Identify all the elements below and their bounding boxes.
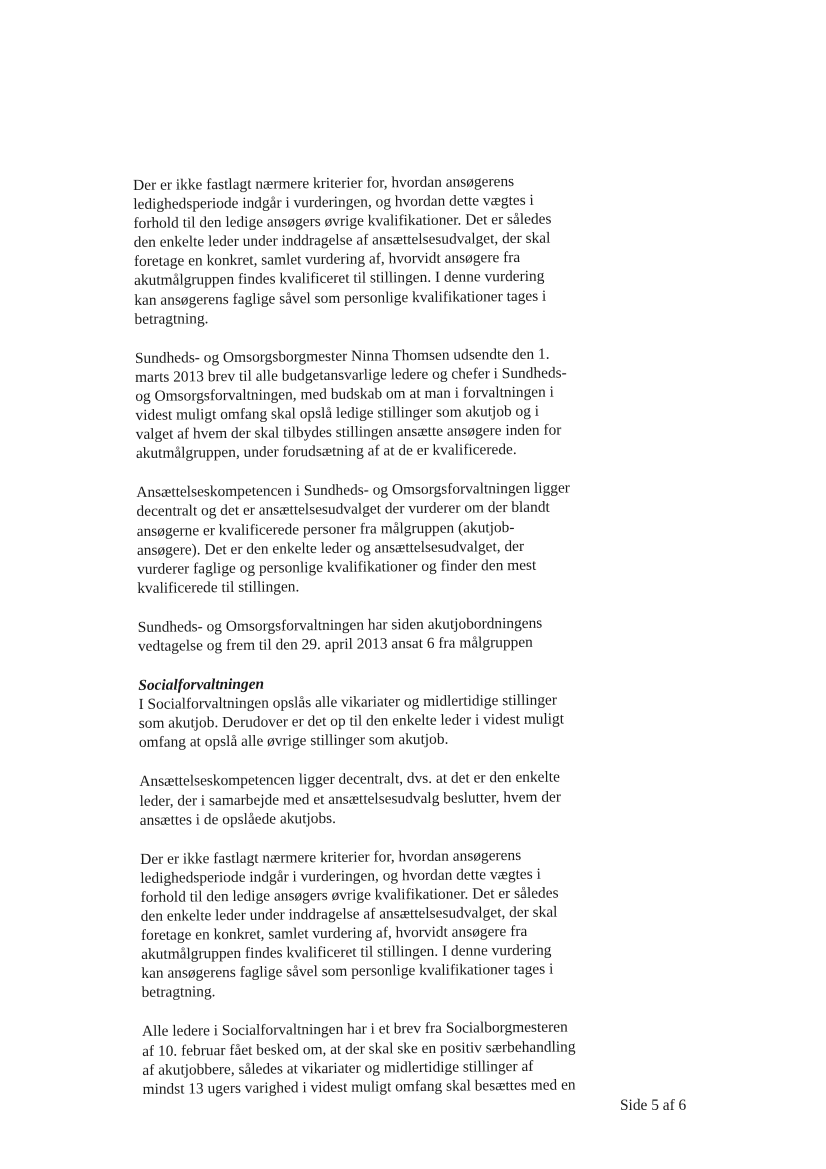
text-line: den enkelte leder under inddragelse af ansættelsesudvalget, der skal bbox=[140, 903, 558, 925]
paragraph bbox=[133, 171, 597, 329]
text-line: valget af hvem der skal tilbydes stillingen ansætte ansøgere inden for bbox=[135, 421, 562, 444]
text-line: Ansættelseskompetencen ligger decentralt, dvs. at det er den enkelte bbox=[139, 769, 560, 791]
text-line: Der er ikke fastlagt nærmere kriterier for, hvordan ansøgerens bbox=[140, 846, 522, 868]
text-line: ledighedsperiode indgår i vurderingen, og hvordan dette vægtes i bbox=[133, 191, 534, 214]
text-line: af akutjobbere, således at vikariater og midlertidige stillinger af bbox=[142, 1057, 534, 1079]
text-line: mindst 13 ugers varighed i videst muligt omfang skal besættes med en bbox=[142, 1076, 576, 1098]
paragraph bbox=[142, 1018, 605, 1099]
text-line: decentralt og det er ansættelsesudvalget der vurderer om der blandt bbox=[136, 499, 550, 521]
text-line: betragtning. bbox=[141, 983, 216, 1002]
paragraph-group-bottom bbox=[138, 690, 604, 1099]
text-line: ansøgere). Det er den enkelte leder og ansættelsesudvalget, der bbox=[136, 537, 525, 559]
paragraph bbox=[139, 768, 602, 830]
text-line: vurderer faglige og personlige kvalifikationer og finder den mest bbox=[137, 556, 537, 578]
text-line: akutmålgruppen findes kvalificeret til stillingen. I denne vurdering bbox=[134, 268, 545, 290]
text-line: vedtagelse og frem til den 29. april 2013 ansat 6 fra målgruppen bbox=[137, 633, 533, 655]
text-line: foretage en konkret, samlet vurdering af, hvorvidt ansøgere fra bbox=[140, 923, 528, 945]
text-line: kvalificerede til stillingen. bbox=[137, 578, 300, 597]
text-line: kan ansøgerens faglige såvel som personlige kvalifikationer tages i bbox=[141, 960, 554, 983]
paragraph bbox=[138, 690, 601, 752]
text-line: omfang at opslå alle øvrige stillinger som akutjob. bbox=[138, 731, 449, 752]
text-line: ansøgerne er kvalificerede personer fra målgruppen (akutjob- bbox=[136, 518, 515, 540]
text-line: leder, der i samarbejde med et ansættelsesudvalg beslutter, hvem der bbox=[139, 788, 562, 810]
text-line: videst muligt omfang skal opslå ledige stillinger som akutjob og i bbox=[135, 402, 540, 425]
text-line: betragtning. bbox=[134, 309, 209, 328]
text-line: Sundheds- og Omsorgsborgmester Ninna Thomsen udsendte den 1. bbox=[134, 345, 550, 367]
text-line: I Socialforvaltningen opslås alle vikariater og midlertidige stillinger bbox=[138, 691, 558, 714]
paragraph bbox=[135, 344, 598, 463]
paragraph-group-top bbox=[133, 171, 600, 656]
text-line: forhold til den ledige ansøgers øvrige kvalifikationer. Det er således bbox=[140, 884, 559, 906]
text-line: marts 2013 brev til alle budgetansvarlige ledere og chefer i Sundheds- bbox=[135, 364, 567, 386]
paragraph bbox=[138, 613, 600, 656]
text-line: akutmålgruppen findes kvalificeret til stillingen. I denne vurdering bbox=[141, 941, 552, 964]
text-line: Der er ikke fastlagt nærmere kriterier for, hvordan ansøgerens bbox=[133, 173, 515, 194]
text-line: forhold til den ledige ansøgers øvrige kvalifikationer. Det er således bbox=[133, 210, 552, 233]
paragraph bbox=[140, 845, 604, 1003]
text-line: ansættes i de opslåede akutjobs. bbox=[139, 809, 337, 829]
text-line: af 10. februar fået besked om, at der skal ske en positiv særbehandling bbox=[142, 1037, 576, 1060]
text-line: den enkelte leder under inddragelse af ansættelsesudvalget, der skal bbox=[133, 229, 551, 252]
text-line: Alle ledere i Socialforvaltningen har i et brev fra Socialborgmesteren bbox=[141, 1018, 568, 1041]
text-line: foretage en konkret, samlet vurdering af, hvorvidt ansøgere fra bbox=[133, 249, 521, 271]
text-line: akutmålgruppen, under forudsætning af at de er kvalificerede. bbox=[135, 441, 517, 463]
paragraph bbox=[136, 478, 599, 597]
text-line: Sundheds- og Omsorgsforvaltningen har siden akutjobordningens bbox=[137, 614, 543, 636]
text-line: og Omsorgsforvaltningen, med budskab om at man i forvaltningen i bbox=[135, 383, 554, 405]
text-line: som akutjob. Derudover er det op til den enkelte leder i videst muligt bbox=[138, 710, 565, 733]
page-number: Side 5 af 6 bbox=[620, 1097, 687, 1114]
section-heading: Socialforvaltningen bbox=[138, 675, 265, 695]
body-text bbox=[133, 171, 605, 1119]
text-line: Ansættelseskompetencen i Sundheds- og Omsorgsforvaltningen ligger bbox=[136, 479, 570, 502]
text-line: ledighedsperiode indgår i vurderingen, og hvordan dette vægtes i bbox=[140, 865, 541, 887]
text-line: kan ansøgerens faglige såvel som personlige kvalifikationer tages i bbox=[134, 287, 547, 309]
